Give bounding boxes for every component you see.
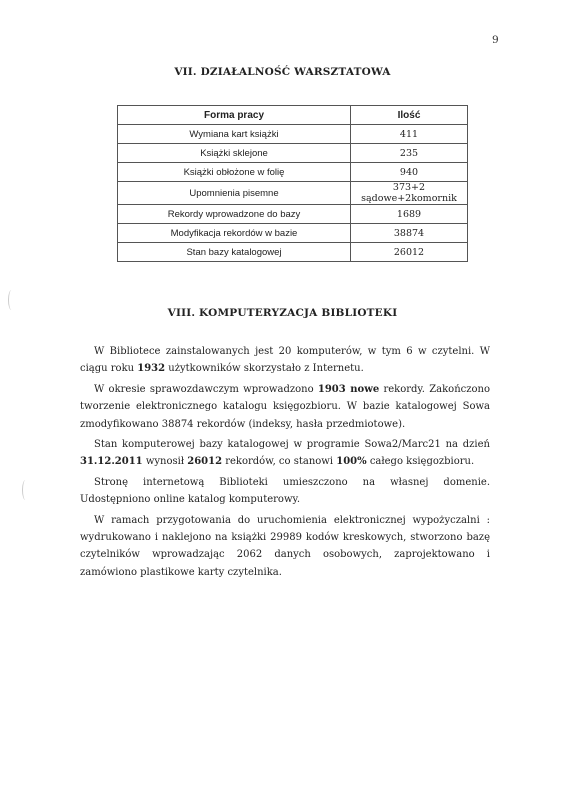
text-run: całego księgozbioru.	[366, 456, 475, 468]
paragraph	[80, 343, 490, 378]
paragraph	[80, 474, 490, 509]
table-row	[118, 125, 468, 144]
text-run: W okresie sprawozdawczym wprowadzono	[94, 383, 318, 395]
section-body	[80, 343, 490, 584]
text-run: W ramach przygotowania do uruchomienia elektronicznej wypożyczalni : wydrukowano i naklejono na książki 29989 kodów kreskowych, stworzono bazę czytelników wprowadzając 2062 danych osobowych, zaprojektowano i zamówiono plastikowe karty czytelnika.	[80, 514, 490, 578]
paragraph	[80, 512, 490, 582]
text-run: użytkowników skorzystało z Internetu.	[165, 363, 364, 375]
binding-hole-mark	[22, 480, 29, 500]
table-row	[118, 163, 468, 182]
column-header-quantity: Ilość	[351, 106, 468, 125]
table-header-row	[118, 106, 468, 125]
column-header-form: Forma pracy	[118, 106, 351, 125]
table-cell-form: Książki obłożone w folię	[118, 163, 351, 182]
section-heading-computerization: VIII. KOMPUTERYZACJA BIBLIOTEKI	[167, 307, 398, 319]
text-run: Stan komputerowej bazy katalogowej w programie Sowa2/Marc21 na dzień	[94, 439, 490, 451]
bold-figure: 26012	[187, 456, 223, 468]
table-cell-quantity: 38874	[351, 224, 468, 243]
table-row	[118, 243, 468, 262]
paragraph	[80, 436, 490, 471]
table-cell-form: Stan bazy katalogowej	[118, 243, 351, 262]
workshop-table	[117, 105, 468, 262]
table-row	[118, 205, 468, 224]
table-cell-quantity: 1689	[351, 205, 468, 224]
table-cell-form: Wymiana kart książki	[118, 125, 351, 144]
table-row	[118, 224, 468, 243]
table-cell-quantity: 940	[351, 163, 468, 182]
table-cell-quantity: 235	[351, 144, 468, 163]
text-run: W Bibliotece zainstalowanych jest 20 komputerów, w tym 6 w czytelni. W ciągu roku	[80, 346, 490, 375]
table-cell-form: Modyfikacja rekordów w bazie	[118, 224, 351, 243]
bold-figure: 31.12.2011	[80, 456, 143, 468]
text-run: wynosił	[142, 456, 188, 468]
binding-hole-mark	[8, 290, 15, 310]
table-cell-form: Rekordy wprowadzone do bazy	[118, 205, 351, 224]
bold-figure: 1903 nowe	[317, 383, 380, 395]
table-cell-form: Książki sklejone	[118, 144, 351, 163]
bold-figure: 100%	[336, 456, 367, 468]
table-row	[118, 182, 468, 205]
table-cell-quantity: 411	[351, 125, 468, 144]
table-row	[118, 144, 468, 163]
section-heading-workshop: VII. DZIAŁALNOŚĆ WARSZTATOWA	[174, 66, 391, 78]
text-run: Stronę internetową Biblioteki umieszczono na własnej domenie. Udostępniono online katalog komputerowy.	[80, 476, 490, 506]
table-cell-quantity: 373+2 sądowe+2komornik	[351, 182, 468, 205]
paragraph	[80, 381, 490, 433]
text-run: rekordy. Zakończono tworzenie elektronicznego katalogu księgozbioru. W bazie katalogowej Sowa zmodyfikowano 38874 rekordów (indeksy, hasła przedmiotowe).	[80, 383, 490, 430]
table-cell-quantity: 26012	[351, 243, 468, 262]
bold-figure: 1932	[137, 363, 166, 375]
text-run: rekordów, co stanowi	[222, 456, 337, 468]
table-cell-form: Upomnienia pisemne	[118, 182, 351, 205]
page-number: 9	[492, 34, 499, 46]
